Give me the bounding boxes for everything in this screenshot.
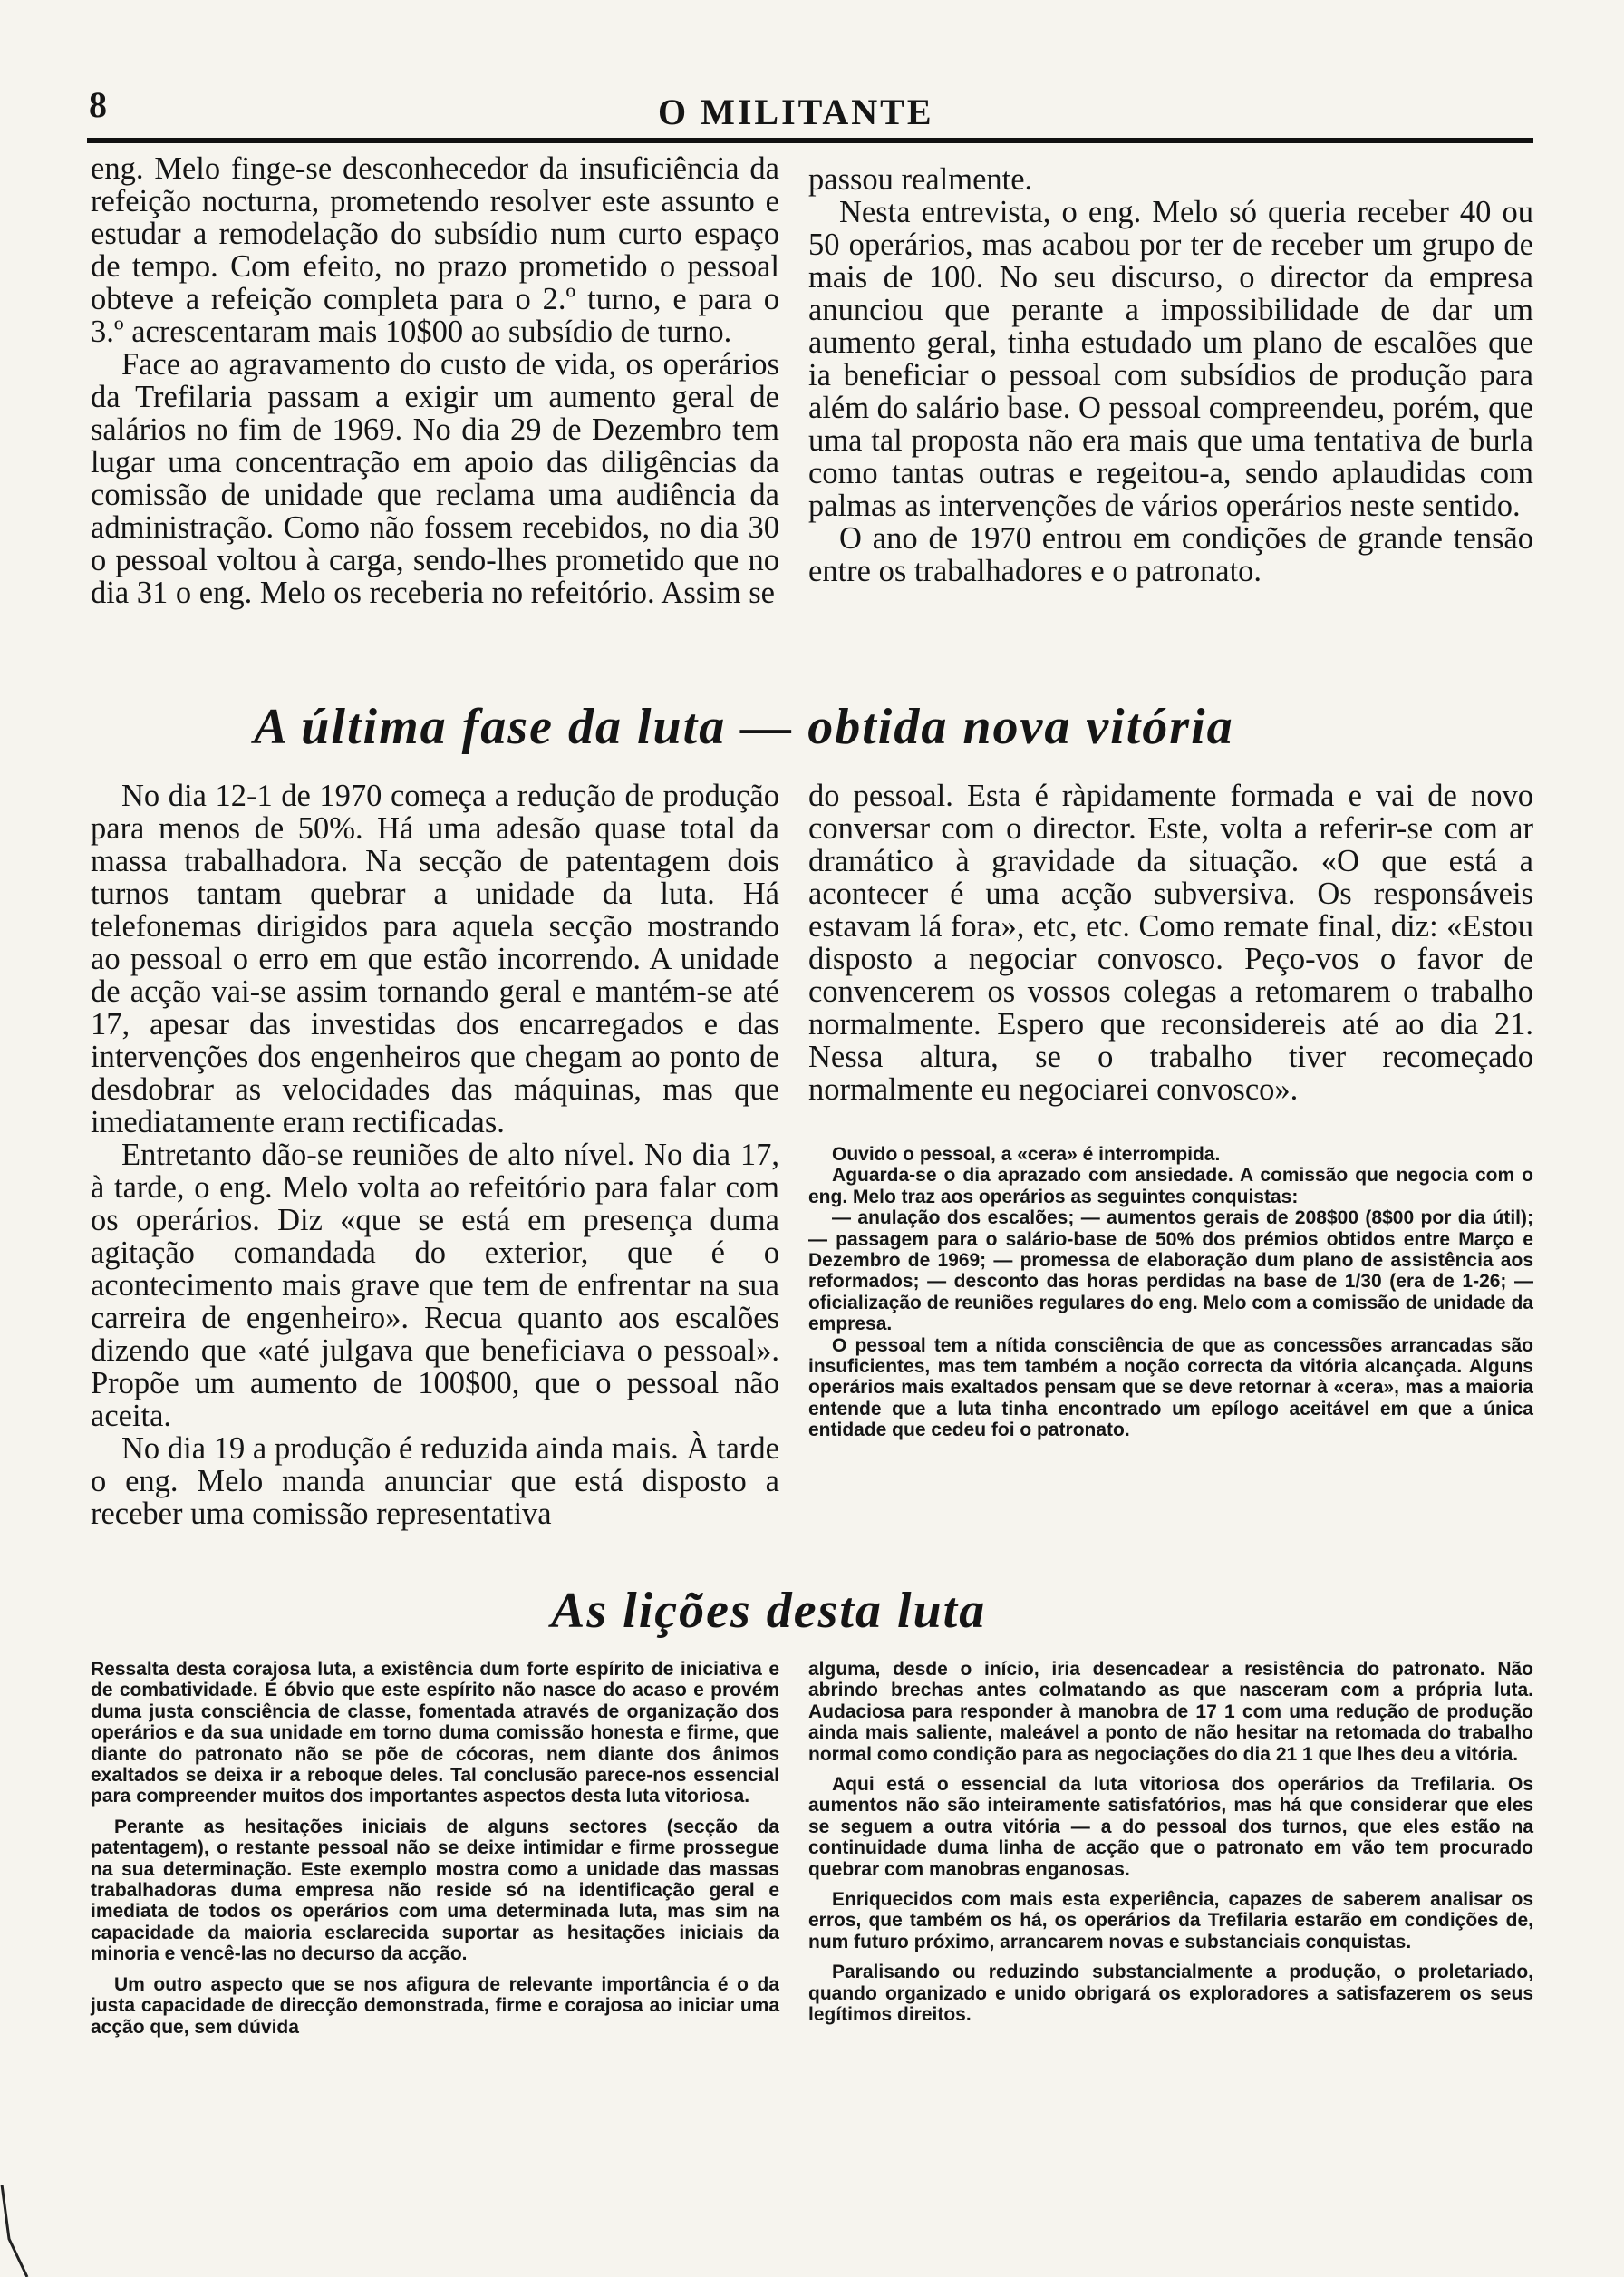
section1-left-column [91,152,779,609]
paragraph: Paralisando ou reduzindo substancialmente a produção, o proletariado, quando organizado e unido obrigará os exploradores a satisfazerem os seus legítimos direitos. [808,1962,1533,2026]
paragraph: Um outro aspecto que se nos afigura de relevante importância é o da justa capacidade de direcção demonstrada, firme e corajosa ao iniciar uma acção que, sem dúvida [91,1973,779,2038]
paragraph: Ressalta desta corajosa luta, a existência dum forte espírito de iniciativa e de combatividade. É óbvio que este espírito não nasce do acaso e provém duma justa consciência de classe, fomentada através de organização dos operários e da sua unidade em torno duma comissão honesta e firme, que diante do patronato não se põe de cócoras, nem diante dos ânimos exaltados se deixa ir a reboque deles. Tal conclusão parece-nos essencial para compreender muitos dos importantes aspectos desta luta vitoriosa. [91,1659,779,1807]
section2-left-column [91,780,779,1530]
section3-left-column [91,1659,779,2038]
section-heading-last-phase: A última fase da luta — obtida nova vitória [254,699,1234,755]
paragraph: — anulação dos escalões; — aumentos gerais de 208$00 (8$00 por dia útil); — passagem para o salário-base de 50% dos prémios obtidos entre Março e Dezembro de 1969; — promessa de elaboração dum plano de assistência aos reformados; — desconto das horas perdidas na base de 1/30 (era de 1-26; — oficialização de reuniões regulares do eng. Melo com a comissão de unidade da empresa. [808,1207,1533,1335]
masthead-title: O MILITANTE [658,92,934,132]
paragraph: Enriquecidos com mais esta experiência, capazes de saberem analisar os erros, que também os há, os operários da Trefilaria estarão em condições de, num futuro próximo, arrancarem novas e substanciais conquistas. [808,1889,1533,1952]
paper-edge-mark [0,2185,36,2277]
paragraph: passou realmente. [808,162,1033,197]
paragraph: do pessoal. Esta é ràpidamente formada e vai de novo conversar com o director. Este, volta a referir-se com ar dramático à gravidade da situação. «O que está a acontecer é uma acção subversiva. Os responsáveis estavam lá fora», etc, etc. Como remate final, diz: «Estou disposto a negociar convosco. Peço-vos o favor de convencerem os vossos colegas a retomarem o trabalho normalmente. Espero que reconsidereis até ao dia 21. Nessa altura, se o trabalho tiver recomeçado normalmente eu negociarei convosco». [808,779,1533,1107]
paragraph: Aqui está o essencial da luta vitoriosa dos operários da Trefilaria. Os aumentos não são inteiramente satisfatórios, mas há que considerar que eles se seguem a outra vitória — a do pessoal dos turnos, que eles estão na continuidade duma linha de acção que o patronato em vão tem procurado quebrar com manobras enganosas. [808,1774,1533,1880]
section2-right-column [808,780,1533,1106]
header-rule [87,138,1533,143]
section3-right-column [808,1659,1533,2026]
paragraph: Ouvido o pessoal, a «cera» é interrompida. [832,1144,1221,1165]
section1-right-column [808,163,1533,587]
paragraph: Entretanto dão-se reuniões de alto nível. No dia 17, à tarde, o eng. Melo volta ao refeitório para falar com os operários. Diz «que se está em presença duma agitação comandada do exterior, que é o acontecimento mais grave que tem de enfrentar na sua carreira de engenheiro». Recua quanto aos escalões dizendo que «até julgava que beneficiava o pessoal». Propõe um aumento de 100$00, que o pessoal não aceita. [91,1138,779,1433]
paragraph: O ano de 1970 entrou em condições de grande tensão entre os trabalhadores e o patronato. [808,521,1533,588]
section-heading-lessons: As lições desta luta [551,1583,987,1639]
paragraph: Perante as hesitações iniciais de alguns sectores (secção da patentagem), o restante pessoal não se deixe intimidar e firme prossegue na sua determinação. Este exemplo mostra como a unidade das massas trabalhadoras duma empresa não reside só na identificação geral e imediata de todos os operários com uma determinada luta, mas sim na capacidade da maioria esclarecida suportar as hesitações iniciais da minoria e vencê-las no decurso da acção. [91,1816,779,1965]
paragraph: alguma, desde o início, iria desencadear a resistência do patronato. Não abrindo brechas antes colmatando as que nasceram com a própria luta. Audaciosa para responder à manobra de 17 1 com uma redução de produção ainda mais saliente, maleável a ponto de não hesitar na retomada do trabalho normal como condição para as negociações do dia 21 1 que lhes deu a vitória. [808,1659,1533,1765]
paragraph: Face ao agravamento do custo de vida, os operários da Trefilaria passam a exigir um aumento geral de salários no fim de 1969. No dia 29 de Dezembro tem lugar uma concentração em apoio das diligências da comissão de unidade que reclama uma audiência da administração. Como não fossem recebidos, no dia 30 o pessoal voltou à carga, sendo-lhes prometido que no dia 31 o eng. Melo os receberia no refeitório. Assim se [91,347,779,610]
paragraph: eng. Melo finge-se desconhecedor da insuficiência da refeição nocturna, prometendo resolver este assunto e estudar a remodelação do subsídio num curto espaço de tempo. Com efeito, no prazo prometido o pessoal obteve a refeição completa para o 2.º turno, e para o 3.º acrescentaram mais 10$00 ao subsídio de turno. [91,151,779,349]
paragraph: Nesta entrevista, o eng. Melo só queria receber 40 ou 50 operários, mas acabou por ter de receber um grupo de mais de 100. No seu discurso, o director da empresa anunciou que perante a impossibilidade de dar um aumento geral, tinha estudado um plano de escalões que ia beneficiar o pessoal com subsídios de produção para além do salário base. O pessoal compreendeu, porém, que uma tal proposta não era mais que uma tentativa de burla como tantas outras e regeitou-a, sendo aplaudidas com palmas as intervenções de vários operários neste sentido. [808,195,1533,523]
section2-right-small-text [808,1144,1533,1441]
paragraph: No dia 19 a produção é reduzida ainda mais. À tarde o eng. Melo manda anunciar que está disposto a receber uma comissão representativa [91,1431,779,1531]
paragraph: No dia 12-1 de 1970 começa a redução de produção para menos de 50%. Há uma adesão quase total da massa trabalhadora. Na secção de patentagem dois turnos tantam quebrar a unidade da luta. Há telefonemas dirigidos para aquela secção mostrando ao pessoal o erro em que estão incorrendo. A unidade de acção vai-se assim tornando geral e mantém-se até 17, apesar das investidas dos encarregados e das intervenções dos engenheiros que chegam ao ponto de desdobrar as velocidades das máquinas, mas que imediatamente eram rectificadas. [91,779,779,1139]
page-number: 8 [89,84,107,125]
paragraph: O pessoal tem a nítida consciência de que as concessões arrancadas são insuficientes, mas tem também a noção correcta da vitória alcançada. Alguns operários mais exaltados pensam que se deve retornar à «cera», mas a maioria entende que a luta tinha encontrado um epílogo aceitável em que a única entidade que cedeu foi o patronato. [808,1334,1533,1441]
paragraph: Aguarda-se o dia aprazado com ansiedade. A comissão que negocia com o eng. Melo traz aos operários as seguintes conquistas: [808,1165,1533,1207]
